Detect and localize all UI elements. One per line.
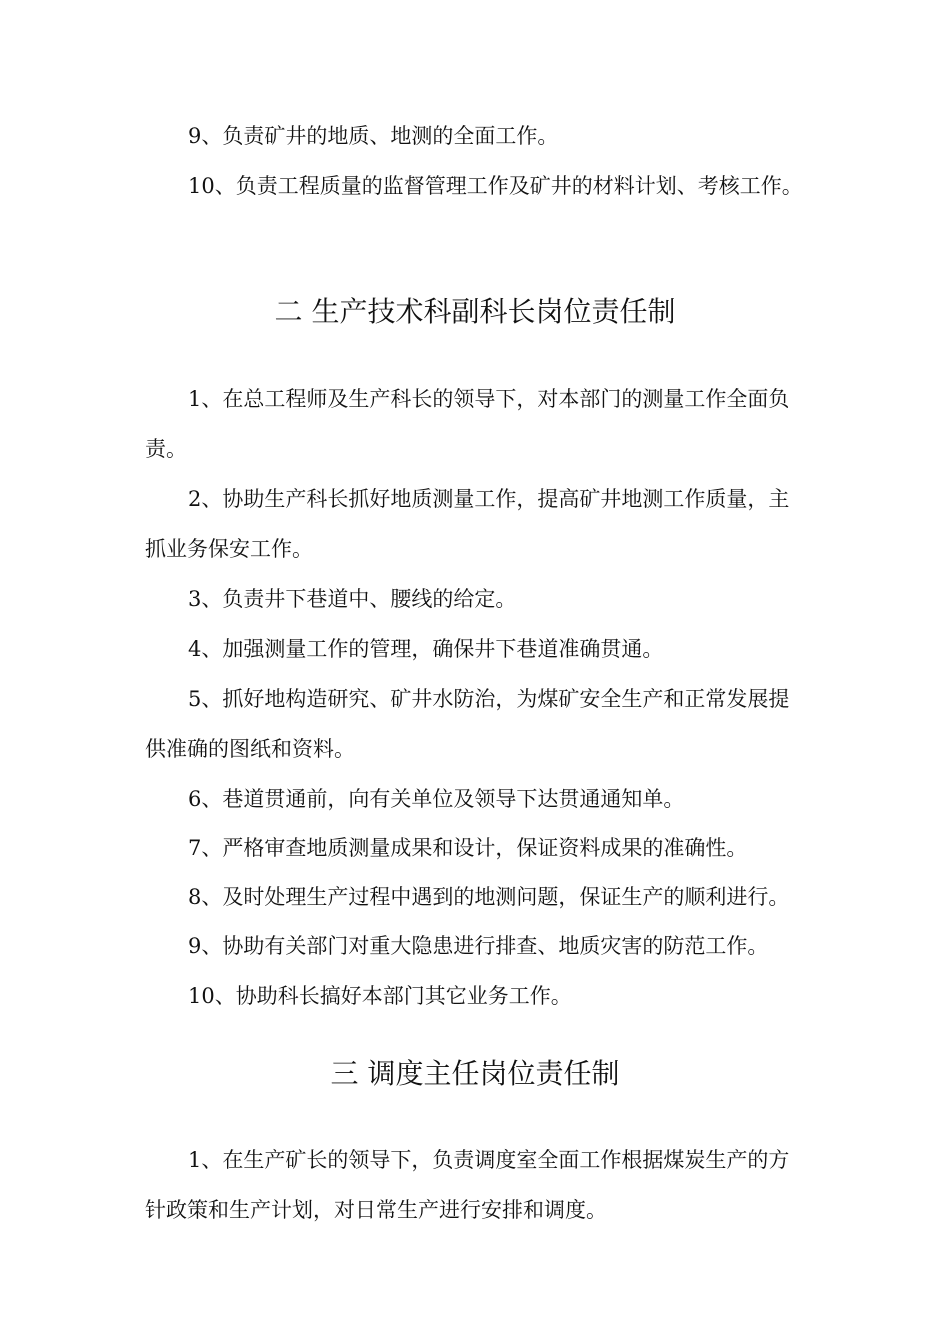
paragraph-s2-6: 6、巷道贯通前，向有关单位及领导下达贯通通知单。 [188,787,685,811]
paragraph-s2-9: 9、协助有关部门对重大隐患进行排查、地质灾害的防范工作。 [188,934,769,958]
paragraph-prev-10: 10、负责工程质量的监督管理工作及矿井的材料计划、考核工作。 [188,174,803,198]
paragraph-s2-1: 1、在总工程师及生产科长的领导下，对本部门的测量工作全面负责。 [145,387,790,461]
paragraph-s2-5: 5、抓好地构造研究、矿井水防治，为煤矿安全生产和正常发展提供准确的图纸和资料。 [145,687,790,761]
paragraph-s2-3: 3、负责井下巷道中、腰线的给定。 [188,587,517,611]
paragraph-s2-2: 2、协助生产科长抓好地质测量工作，提高矿井地测工作质量，主抓业务保安工作。 [145,487,790,561]
paragraph-s3-1: 1、在生产矿长的领导下，负责调度室全面工作根据煤炭生产的方针政策和生产计划，对日常生产进行安排和调度。 [145,1148,790,1222]
paragraph-s2-10: 10、协助科长搞好本部门其它业务工作。 [188,984,572,1008]
section-3-heading: 三 调度主任岗位责任制 [330,1057,620,1090]
paragraph-s2-4: 4、加强测量工作的管理，确保井下巷道准确贯通。 [188,637,664,661]
paragraph-s2-8: 8、及时处理生产过程中遇到的地测问题，保证生产的顺利进行。 [188,885,790,909]
paragraph-prev-9: 9、负责矿井的地质、地测的全面工作。 [188,124,559,148]
section-2-heading: 二 生产技术科副科长岗位责任制 [274,295,676,328]
paragraph-s2-7: 7、严格审查地质测量成果和设计，保证资料成果的准确性。 [188,836,748,860]
